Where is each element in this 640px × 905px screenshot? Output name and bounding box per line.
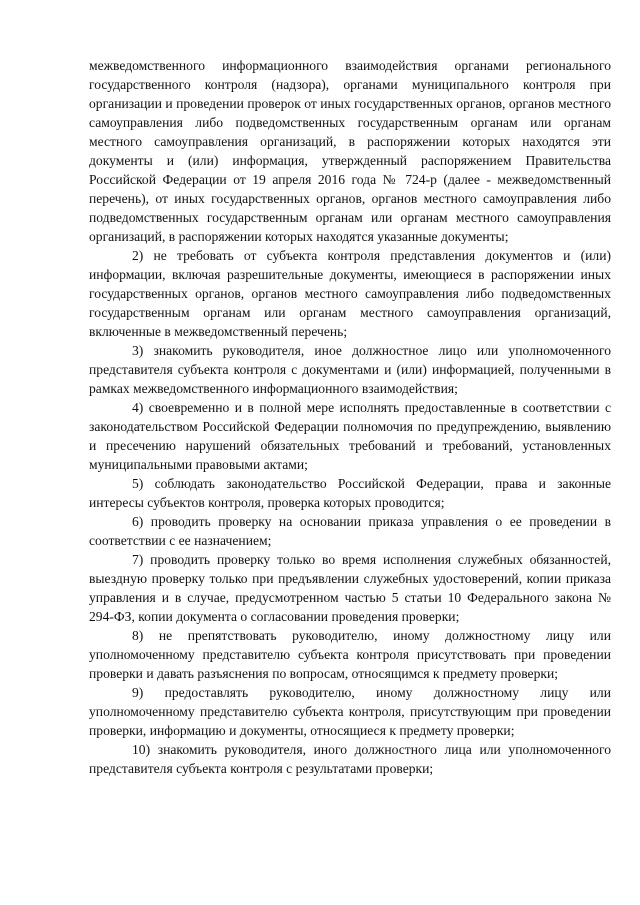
list-item-5: 5) соблюдать законодательство Российской Федерации, права и законные интересы субъектов контроля, проверка которых проводится; [89, 476, 611, 510]
list-item-3: 3) знакомить руководителя, иное должностное лицо или уполномоченного представителя субъекта контроля с документами и (или) информацией, полученными в рамках межведомственного информационного взаимодействия; [89, 343, 611, 396]
list-item-9: 9) предоставлять руководителю, иному должностному лицу или уполномоченному представителю субъекта контроля, присутствующим при проведении проверки, информацию и документы, относящиеся к предмету проверки; [89, 685, 611, 738]
paragraph-continuation: межведомственного информационного взаимодействия органами регионального государственного контроля (надзора), органами муниципального контроля при организации и проведении проверок от иных государственных органов, органов местного самоуправления либо подведомственных государственным органам или органам местного самоуправления организаций, в распоряжении которых находятся эти документы и (или) информация, утвержденный распоряжением Правительства Российской Федерации от 19 апреля 2016 года № 724-р (далее - межведомственный перечень), от иных государственных органов, органов местного самоуправления либо подведомственных государственным органам или органам местного самоуправления организаций, в распоряжении которых находятся указанные документы; [89, 58, 611, 244]
list-item-2: 2) не требовать от субъекта контроля представления документов и (или) информации, включая разрешительные документы, имеющиеся в распоряжении иных государственных органов, органов местного самоуправления либо подведомственных государственным органам или органам местного самоуправления организаций, включенные в межведомственный перечень; [89, 248, 611, 339]
list-item-10: 10) знакомить руководителя, иного должностного лица или уполномоченного представителя субъекта контроля с результатами проверки; [89, 742, 611, 776]
list-item-4: 4) своевременно и в полной мере исполнять предоставленные в соответствии с законодательством Российской Федерации полномочия по предупреждению, выявлению и пресечению нарушений обязательных требований и требований, установленных муниципальными правовыми актами; [89, 400, 611, 472]
list-item-7: 7) проводить проверку только во время исполнения служебных обязанностей, выездную проверку только при предъявлении служебных удостоверений, копии приказа управления и в случае, предусмотренном частью 5 статьи 10 Федерального закона № 294-ФЗ, копии документа о согласовании проведения проверки; [89, 552, 611, 624]
list-item-8: 8) не препятствовать руководителю, иному должностному лицу или уполномоченному представителю субъекта контроля присутствовать при проведении проверки и давать разъяснения по вопросам, относящимся к предмету проверки; [89, 628, 611, 681]
list-item-6: 6) проводить проверку на основании приказа управления о ее проведении в соответствии с ее назначением; [89, 514, 611, 548]
